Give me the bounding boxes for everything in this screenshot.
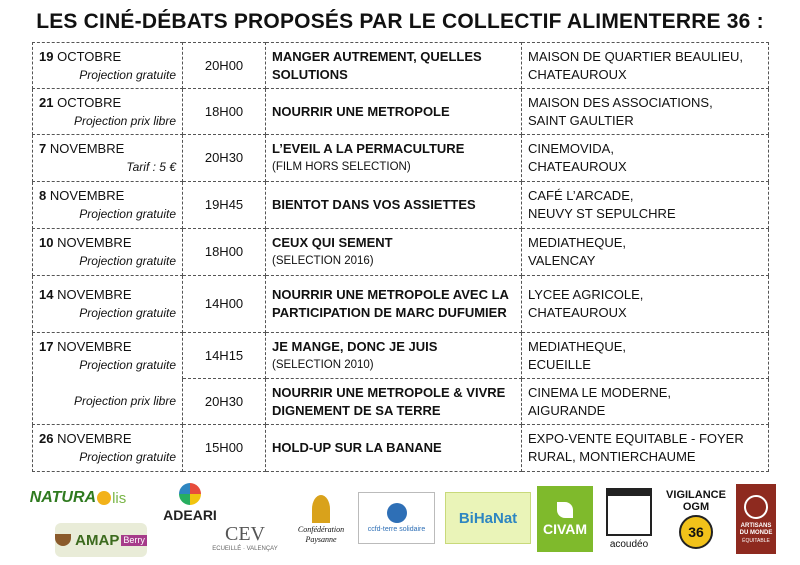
cev-subtext: ECUEILLÉ · VALENÇAY <box>212 546 278 552</box>
venue-town: VALENCAY <box>528 253 596 268</box>
table-row <box>33 89 769 135</box>
naturapolis-logo <box>18 483 138 513</box>
amap-logo <box>55 523 147 557</box>
artisans-du-monde-logo <box>736 484 776 554</box>
date-month: OCTOBRE <box>57 48 122 64</box>
cev-logo <box>205 518 285 558</box>
table-row <box>33 182 769 229</box>
date-cell <box>33 379 183 425</box>
civam-logo <box>537 486 593 552</box>
time-cell: 19H45 <box>183 182 266 229</box>
naturapolis-text-b: lis <box>112 489 127 507</box>
naturapolis-text: NATURA <box>29 489 97 506</box>
date-day: 21 <box>39 94 54 110</box>
date-cell <box>33 182 183 229</box>
time-cell: 14H00 <box>183 276 266 333</box>
artisans-circle-icon <box>744 495 768 519</box>
venue-cell <box>522 276 769 333</box>
table-row <box>33 425 769 472</box>
film-title: NOURRIR UNE METROPOLE AVEC LA PARTICIPATION DE MARC DUFUMIER <box>272 287 509 320</box>
adeari-flower-icon <box>179 483 201 505</box>
date-month: NOVEMBRE <box>57 287 132 302</box>
film-cell <box>266 333 522 379</box>
date-cell <box>33 89 183 135</box>
cev-text: CEV <box>225 523 265 545</box>
date-day: 26 <box>39 431 54 446</box>
venue-name: CINEMOVIDA, <box>528 141 614 156</box>
price-note: Projection prix libre <box>73 113 176 128</box>
venue-name: EXPO-VENTE EQUITABLE - FOYER <box>528 431 744 446</box>
amap-text-b: Berry <box>123 534 145 545</box>
film-cell <box>266 43 522 89</box>
venue-cell <box>522 333 769 379</box>
vigilance-text: VIGILANCE <box>666 488 726 501</box>
ccfd-logo <box>358 492 435 544</box>
price-note: Tarif : 5 € <box>126 160 176 174</box>
vigilance-text-b: OGM <box>682 500 710 513</box>
film-cell <box>266 425 522 472</box>
film-title: HOLD-UP SUR LA BANANE <box>272 440 442 455</box>
table-row <box>33 333 769 379</box>
time-cell: 18H00 <box>183 89 266 135</box>
price-note: Projection gratuite <box>79 357 176 372</box>
date-day: 7 <box>39 141 47 156</box>
date-day: 10 <box>39 235 54 250</box>
venue-name: MAISON DES ASSOCIATIONS, <box>528 94 713 110</box>
venue-town: ECUEILLE <box>528 356 591 372</box>
venue-cell <box>522 425 769 472</box>
ccfd-globe-icon <box>387 503 407 523</box>
vigilance-text-c: 36 <box>679 515 713 549</box>
bihanat-text: BiHaNat <box>458 509 518 527</box>
film-cell <box>266 379 522 425</box>
partner-logos <box>0 478 800 565</box>
civam-text: CIVAM <box>542 521 588 537</box>
venue-town: CHATEAUROUX <box>528 305 627 320</box>
price-note: Projection gratuite <box>79 306 176 320</box>
wheat-icon <box>312 495 330 523</box>
venue-name: LYCEE AGRICOLE, <box>528 287 644 302</box>
date-cell <box>33 425 183 472</box>
venue-town: RURAL, MONTIERCHAUME <box>528 449 696 464</box>
time-cell: 20H30 <box>183 135 266 182</box>
artisans-text-b: DU MONDE <box>739 529 773 536</box>
time-cell: 20H30 <box>183 379 266 425</box>
venue-name: MAISON DE QUARTIER BEAULIEU, <box>528 48 744 64</box>
price-note: Projection gratuite <box>79 207 176 221</box>
date-day: 8 <box>39 188 47 203</box>
date-cell <box>33 276 183 333</box>
table-row <box>33 276 769 333</box>
table-row <box>33 135 769 182</box>
venue-town: AIGURANDE <box>528 402 606 418</box>
venue-town: SAINT GAULTIER <box>528 112 634 128</box>
date-day: 19 <box>39 48 54 64</box>
price-note: Projection gratuite <box>79 450 176 464</box>
time-cell: 15H00 <box>183 425 266 472</box>
naturapolis-circle-icon <box>97 491 111 505</box>
schedule-table <box>32 42 769 472</box>
vigilance-ogm-logo <box>660 484 732 554</box>
acoudeo-logo <box>598 484 660 554</box>
time-cell: 20H00 <box>183 43 266 89</box>
confederation-text-b: Paysanne <box>305 534 337 544</box>
date-month: NOVEMBRE <box>57 431 132 446</box>
film-cell <box>266 276 522 333</box>
price-note: Projection prix libre <box>73 394 176 409</box>
date-day: 14 <box>39 287 54 302</box>
time-cell: 14H15 <box>183 333 266 379</box>
venue-cell <box>522 182 769 229</box>
price-note: Projection gratuite <box>79 254 176 268</box>
film-title: MANGER AUTREMENT, QUELLES SOLUTIONS <box>272 48 482 82</box>
venue-name: MEDIATHEQUE, <box>528 235 626 250</box>
price-note: Projection gratuite <box>79 67 176 82</box>
venue-cell <box>522 229 769 276</box>
adeari-text: ADEARI <box>163 506 217 523</box>
venue-name: CINEMA LE MODERNE, <box>528 384 672 400</box>
date-month: OCTOBRE <box>57 94 122 110</box>
table-row <box>33 229 769 276</box>
film-title: L’EVEIL A LA PERMACULTURE <box>272 141 465 156</box>
film-title: NOURRIR UNE METROPOLE & VIVRE DIGNEMENT DE SA TERRE <box>272 384 506 418</box>
film-cell <box>266 135 522 182</box>
amap-text: AMAP <box>75 531 120 549</box>
artisans-text: ARTISANS <box>740 522 772 529</box>
date-month: NOVEMBRE <box>57 338 132 354</box>
date-cell <box>33 43 183 89</box>
time-cell: 18H00 <box>183 229 266 276</box>
amap-basket-icon <box>55 534 71 546</box>
date-day: 17 <box>39 338 54 354</box>
artisans-text-c: ÉQUITABLE <box>742 537 770 544</box>
date-month: NOVEMBRE <box>49 188 125 203</box>
confederation-paysanne-logo <box>290 483 352 555</box>
film-title: BIENTOT DANS VOS ASSIETTES <box>272 197 476 212</box>
venue-name: MEDIATHEQUE, <box>528 338 626 354</box>
acoudeo-building-icon <box>606 488 652 536</box>
film-subtitle: (SELECTION 2010) <box>272 358 374 371</box>
ccfd-text: ccfd-terre solidaire <box>367 526 426 533</box>
venue-cell <box>522 135 769 182</box>
date-month: NOVEMBRE <box>57 235 132 250</box>
venue-town: NEUVY ST SEPULCHRE <box>528 206 676 221</box>
film-title: CEUX QUI SEMENT <box>272 235 393 250</box>
venue-town: CHATEAUROUX <box>528 66 627 82</box>
table-row <box>33 379 769 425</box>
film-cell <box>266 182 522 229</box>
date-cell <box>33 135 183 182</box>
confederation-text: Confédération <box>297 524 345 534</box>
date-cell <box>33 333 183 379</box>
table-row <box>33 43 769 89</box>
venue-cell <box>522 379 769 425</box>
film-title: JE MANGE, DONC JE JUIS <box>272 338 438 354</box>
page-title: LES CINÉ-DÉBATS PROPOSÉS PAR LE COLLECTIF ALIMENTERRE 36 : <box>36 10 764 33</box>
venue-town: CHATEAUROUX <box>528 159 627 174</box>
venue-cell <box>522 43 769 89</box>
film-cell <box>266 229 522 276</box>
acoudeo-text: acoudéo <box>609 539 649 550</box>
date-month: NOVEMBRE <box>49 141 125 156</box>
venue-name: CAFÉ L’ARCADE, <box>528 188 634 203</box>
film-title: NOURRIR UNE METROPOLE <box>272 103 450 119</box>
civam-leaf-icon <box>557 502 573 518</box>
film-subtitle: (FILM HORS SELECTION) <box>272 161 411 173</box>
bihanat-logo <box>445 492 531 544</box>
venue-cell <box>522 89 769 135</box>
film-cell <box>266 89 522 135</box>
film-subtitle: (SELECTION 2016) <box>272 255 374 267</box>
date-cell <box>33 229 183 276</box>
